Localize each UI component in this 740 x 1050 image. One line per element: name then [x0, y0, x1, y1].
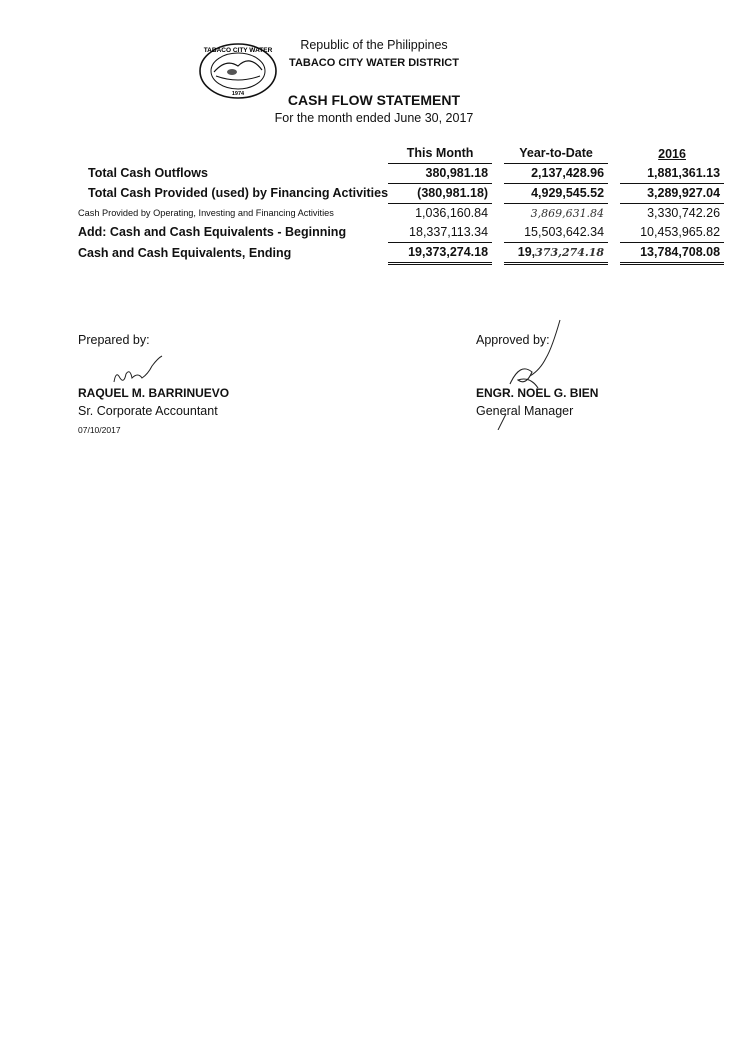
col-header-2016: 2016: [658, 146, 686, 161]
cell-ytd: 4,929,545.52: [504, 183, 608, 203]
cell-ytd: 2,137,428.96: [504, 163, 608, 183]
cell-this-month: 19,373,274.18: [388, 242, 492, 263]
approver-name: ENGR. NOEL G. BIEN: [476, 386, 599, 400]
page-subtitle: For the month ended June 30, 2017: [274, 111, 474, 125]
table-row: [74, 183, 724, 203]
col-header-this-month: This Month: [388, 144, 492, 163]
cell-this-month: 380,981.18: [388, 163, 492, 183]
cell-this-month: 18,337,113.34: [388, 223, 492, 243]
col-header-ytd: Year-to-Date: [504, 144, 608, 163]
row-label: Cash and Cash Equivalents, Ending: [78, 245, 292, 260]
prepared-date: 07/10/2017: [78, 425, 121, 435]
table-row: [74, 242, 724, 263]
cell-2016: 1,881,361.13: [620, 163, 724, 183]
table-row: [74, 163, 724, 183]
table-row: [74, 223, 724, 243]
table-row: [74, 203, 724, 223]
approver-position: General Manager: [476, 404, 574, 418]
svg-text:1974: 1974: [231, 91, 245, 97]
prepared-by-label: Prepared by:: [78, 333, 150, 347]
cell-ytd: [504, 242, 608, 263]
svg-text:TABACO CITY WATER: TABACO CITY WATER: [203, 47, 273, 54]
cell-ytd-handwritten: 3,869,631.84: [530, 206, 605, 220]
table-header-row: [74, 144, 724, 163]
row-label: Cash Provided by Operating, Investing and Financing Activities: [78, 207, 334, 218]
cell-ytd: 15,503,642.34: [504, 223, 608, 243]
approved-by-label: Approved by:: [476, 333, 550, 347]
preparer-name: RAQUEL M. BARRINUEVO: [78, 386, 230, 400]
cash-flow-table: [74, 144, 724, 265]
page-title: CASH FLOW STATEMENT: [287, 92, 461, 108]
preparer-position: Sr. Corporate Accountant: [78, 404, 218, 418]
cell-2016: 3,289,927.04: [620, 183, 724, 203]
row-label: Total Cash Provided (used) by Financing Activities: [88, 186, 389, 200]
cell-2016: 13,784,708.08: [620, 242, 724, 263]
cell-this-month: 1,036,160.84: [415, 206, 489, 220]
cell-2016: 3,330,742.26: [647, 206, 721, 220]
header-agency: TABACO CITY WATER DISTRICT: [289, 57, 459, 69]
row-label: Add: Cash and Cash Equivalents - Beginning: [78, 225, 347, 240]
ytd-prefix: 19,: [517, 245, 536, 259]
cell-2016: 10,453,965.82: [620, 223, 724, 243]
cell-this-month: (380,981.18): [388, 183, 492, 203]
header-republic: Republic of the Philippines: [300, 38, 448, 52]
ytd-handwritten: 373,274.18: [535, 246, 605, 259]
row-label: Total Cash Outflows: [88, 166, 208, 180]
